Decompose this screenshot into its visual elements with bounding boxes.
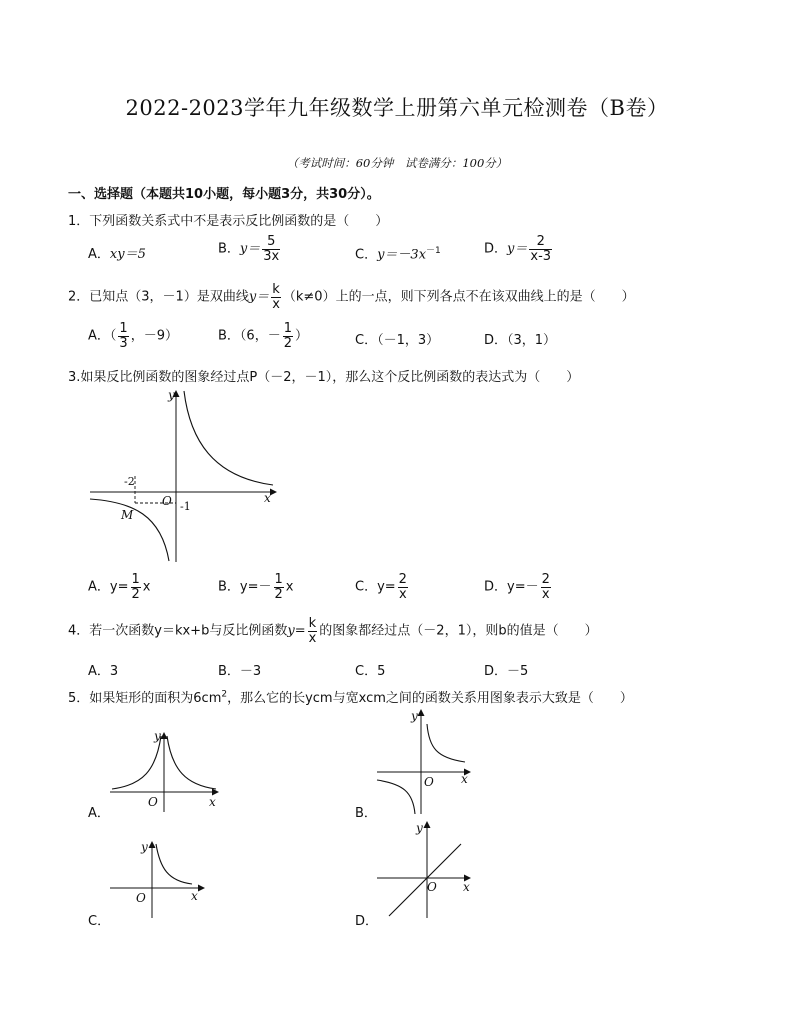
option-label: C．	[355, 247, 378, 263]
stem-text: 4．若一次函数y＝kx+b与反比例函数	[68, 623, 288, 639]
option-suffix: ）	[294, 328, 308, 344]
option-label: A．	[88, 579, 110, 595]
question-4-stem	[68, 617, 598, 645]
curve-quadrant-3	[377, 780, 415, 814]
x-axis-label: x	[209, 795, 216, 809]
question-1-stem: 1．下列函数关系式中不是表示反比例函数的是（ ）	[68, 214, 389, 229]
option-prefix: y=－	[507, 579, 539, 595]
option-prefix: （6，－	[239, 328, 281, 344]
option-text: xy＝5	[109, 247, 146, 262]
curve-quadrant-1	[156, 844, 192, 884]
numerator: 5	[267, 234, 276, 249]
exponent: －1	[426, 246, 441, 256]
fraction	[541, 573, 551, 601]
fraction	[262, 235, 280, 263]
tick-neg1: -1	[180, 500, 191, 513]
option-prefix: y＝	[239, 241, 261, 257]
option-label: C．	[355, 579, 378, 595]
option-text: －3	[239, 664, 262, 679]
page-title: 2022-2023学年九年级数学上册第六单元检测卷（B卷）	[125, 96, 669, 120]
option-prefix: y＝	[507, 241, 528, 257]
x-axis-label: x	[264, 491, 271, 505]
exponent: 2	[221, 689, 228, 700]
option-prefix: （	[109, 328, 117, 344]
q2-option-c[interactable]	[355, 329, 439, 348]
option-label: C．	[88, 914, 111, 929]
option-label: A．	[88, 806, 110, 821]
option-label: B．	[355, 806, 377, 821]
numerator: k	[308, 616, 317, 631]
point-m-label: M	[121, 508, 134, 522]
fraction	[283, 322, 293, 350]
q4-option-b[interactable]	[218, 660, 261, 679]
x-axis-label: x	[191, 889, 198, 903]
curve-quadrant-1	[427, 724, 465, 762]
q5-option-c[interactable]	[88, 910, 110, 929]
q3-option-b[interactable]	[218, 573, 294, 601]
option-label: C．	[355, 664, 378, 679]
q5-option-b[interactable]	[355, 802, 377, 821]
origin-label: O	[427, 880, 437, 894]
stem-text: 的图象都经过点（－2，1），则b的值是（ ）	[319, 623, 598, 639]
option-label: D．	[484, 241, 508, 257]
option-text: （－1，3）	[377, 333, 440, 348]
y-axis-label: y	[141, 840, 148, 854]
origin-label: O	[162, 494, 172, 508]
stem-text: （k≠0）上的一点，则下列各点不在该双曲线上的是（ ）	[282, 289, 635, 305]
option-text: 3	[109, 664, 119, 679]
fraction	[529, 235, 552, 263]
option-label: D．	[484, 664, 508, 679]
q1-option-a[interactable]	[88, 243, 146, 262]
numerator: 2	[541, 572, 550, 587]
denominator: 2	[274, 586, 283, 602]
curve-right	[167, 736, 216, 789]
option-text: y＝－3x	[377, 247, 427, 263]
q5-graph-d	[375, 818, 475, 920]
stem-var: y=	[287, 623, 306, 639]
q3-option-d[interactable]	[484, 573, 553, 601]
question-2-stem	[68, 283, 635, 311]
option-text: 5	[377, 664, 386, 679]
q2-option-a[interactable]	[88, 322, 178, 350]
option-label: D．	[484, 333, 508, 348]
option-label: D．	[484, 579, 508, 595]
y-axis-label: y	[154, 729, 161, 743]
q4-option-d[interactable]	[484, 660, 528, 679]
q2-option-b[interactable]	[218, 322, 308, 350]
q5-option-a[interactable]	[88, 802, 110, 821]
option-label: A．	[88, 247, 110, 262]
numerator: k	[272, 282, 280, 297]
numerator: 1	[119, 321, 128, 336]
denominator: 3	[119, 335, 128, 351]
fraction	[131, 573, 141, 601]
denominator: x	[541, 586, 550, 602]
fraction	[118, 322, 128, 350]
exam-info: （考试时间：60分钟 试卷满分：100分）	[286, 156, 508, 170]
stem-text: 5．如果矩形的面积为6cm	[68, 691, 222, 706]
denominator: 3x	[263, 248, 280, 264]
q4-option-a[interactable]	[88, 660, 118, 679]
fraction	[398, 573, 408, 601]
numerator: 1	[131, 572, 140, 587]
option-label: B．	[218, 328, 240, 344]
origin-label: O	[424, 775, 434, 789]
tick-neg2: -2	[124, 475, 135, 488]
fraction	[308, 617, 318, 645]
q1-option-b[interactable]	[218, 235, 282, 263]
numerator: 1	[274, 572, 283, 587]
q4-option-c[interactable]	[355, 660, 385, 679]
q3-hyperbola-graph	[88, 385, 283, 565]
q5-graph-c	[108, 838, 208, 920]
origin-label: O	[148, 795, 158, 809]
denominator: x	[272, 296, 280, 312]
option-prefix: y=	[377, 579, 396, 595]
option-suffix: x	[142, 579, 151, 595]
fraction	[274, 573, 284, 601]
option-prefix: y=	[109, 579, 129, 595]
stem-text: 2．已知点（3，－1）是双曲线	[68, 289, 249, 305]
q3-option-c[interactable]	[355, 573, 410, 601]
line-through-origin	[389, 844, 461, 916]
denominator: 2	[283, 335, 292, 351]
stem-var: y＝	[248, 289, 270, 305]
x-axis-label: x	[461, 772, 468, 786]
q3-option-a[interactable]	[88, 573, 150, 601]
q1-option-c[interactable]	[355, 243, 441, 262]
denominator: x	[308, 630, 317, 646]
question-5-stem	[68, 687, 633, 706]
option-label: B．	[218, 241, 240, 257]
q5-graph-a	[108, 728, 223, 813]
option-text: （3，1）	[507, 333, 557, 348]
option-label: B．	[218, 579, 240, 595]
y-axis-label: y	[168, 388, 175, 402]
option-label: B．	[218, 664, 240, 679]
curve-left	[112, 736, 161, 789]
q5-graph-b	[375, 706, 475, 816]
q1-option-d[interactable]	[484, 235, 554, 263]
origin-label: O	[136, 891, 146, 905]
hyperbola-branch-q1	[184, 391, 273, 485]
option-prefix: y=－	[239, 579, 272, 595]
denominator: x	[398, 586, 407, 602]
option-suffix: ，－9）	[130, 328, 178, 344]
fraction	[271, 283, 281, 311]
question-3-stem: 3.如果反比例函数的图象经过点P（－2，－1），那么这个反比例函数的表达式为（ ）	[68, 370, 580, 385]
option-label: A．	[88, 328, 110, 344]
numerator: 2	[536, 234, 545, 249]
denominator: x-3	[530, 248, 552, 264]
x-axis-label: x	[463, 880, 470, 894]
y-axis-label: y	[416, 821, 423, 835]
numerator: 2	[398, 572, 407, 587]
option-suffix: x	[285, 579, 294, 595]
section-heading: 一、选择题（本题共10小题，每小题3分，共30分）。	[68, 187, 380, 202]
stem-text: ，那么它的长ycm与宽xcm之间的函数关系用图象表示大致是（ ）	[227, 691, 633, 706]
denominator: 2	[131, 586, 140, 602]
option-text: －5	[507, 664, 529, 679]
option-label: A．	[88, 664, 110, 679]
q2-option-d[interactable]	[484, 329, 556, 348]
numerator: 1	[283, 321, 292, 336]
option-label: C．	[355, 333, 378, 348]
option-label: D．	[355, 914, 379, 929]
y-axis-label: y	[411, 709, 418, 723]
